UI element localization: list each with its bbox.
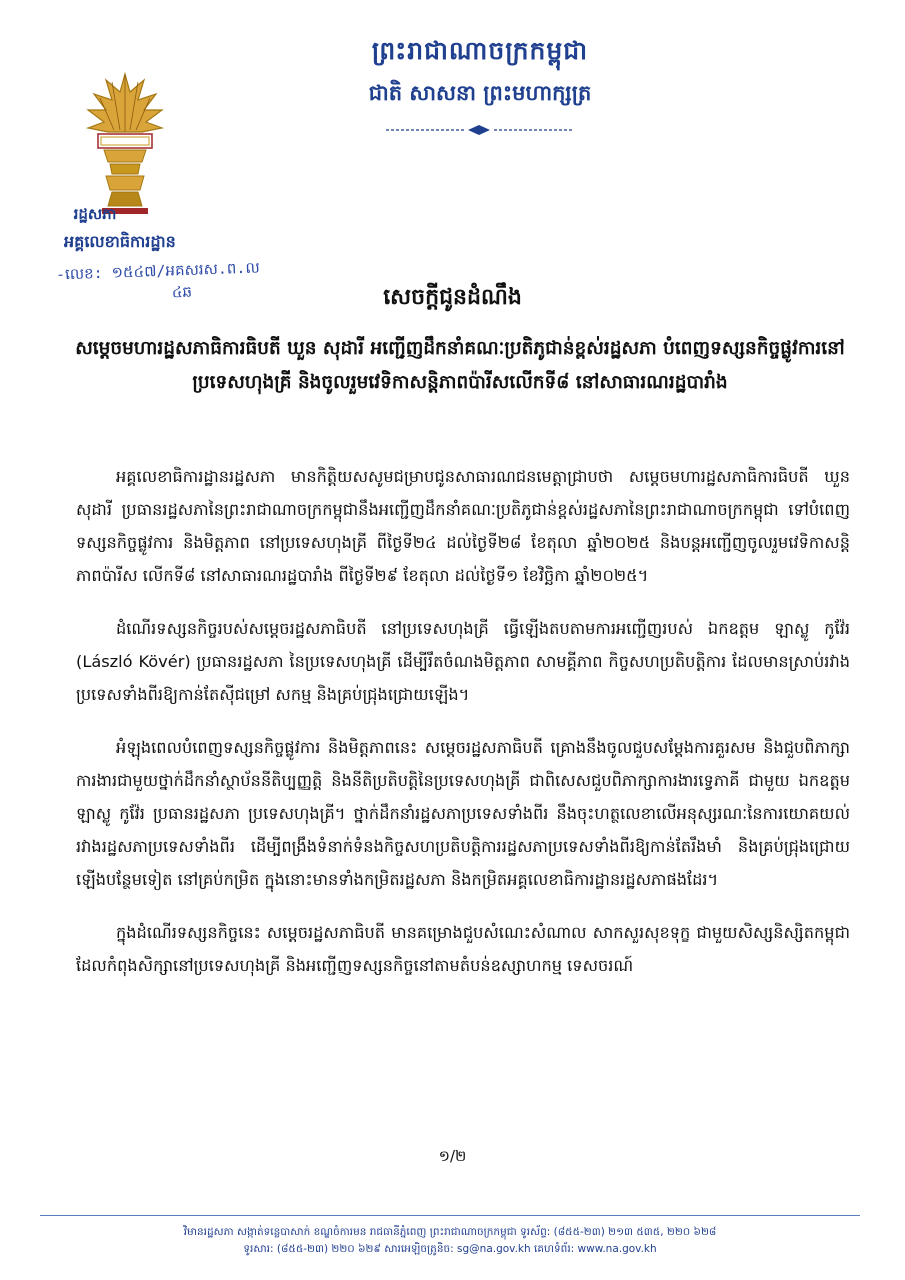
footer-address: វិមានរដ្ឋសភា សង្កាត់ទន្លេបាសាក់ ខណ្ឌចំការមន រាជធានីភ្នំពេញ ព្រះរាជាណាចក្រកម្ពុជា ទូរស័ព្ទ: (៨៥៥-២៣) ២១៣ ៥៣៥, ២២០ ៦២៨ xyxy=(183,1226,717,1238)
reference-number: -លេខ: ១៥៤៧/អគសរស.ព.ល xyxy=(55,258,261,284)
paragraph: អំឡុងពេលបំពេញទស្សនកិច្ចផ្លូវការ និងមិត្តភាពនេះ សម្ដេចរដ្ឋសភាធិបតី គ្រោងនឹងចូលជួបសម្ដែងការគួរសម និងជួបពិភាក្សាការងារជាមួយថ្នាក់ដឹកនាំស្ថាប័ននីតិប្បញ្ញត្តិ និងនីតិប្រតិបត្តិនៃប្រទេសហុងគ្រី ជាពិសេសជួបពិភាក្សាការងារទ្វេភាគី ជាមួយ ឯកឧត្ដម ឡាស្លូ កូវ៉ែរ ប្រធានរដ្ឋសភា ប្រទេសហុងគ្រី។ ថ្នាក់ដឹកនាំរដ្ឋសភាប្រទេសទាំងពីរ នឹងចុះហត្ថលេខាលើអនុស្សរណៈនៃការយោគយល់រវាងរដ្ឋសភាប្រទេសទាំងពីរ ដើម្បីពង្រឹងទំនាក់ទំនងកិច្ចសហប្រតិបត្តិការរដ្ឋសភាប្រទេសទាំងពីរឱ្យកាន់តែរឹងមាំ និងគ្រប់ជ្រុងជ្រោយឡើងបន្ថែមទៀត នៅគ្រប់កម្រិត ក្នុងនោះមានទាំងកម្រិតរដ្ឋសភា និងកម្រិតអគ្គលេខាធិការដ្ឋានរដ្ឋសភាផងដែរ។ xyxy=(76,738,850,889)
document-title: សេចក្ដីជូនដំណឹង xyxy=(383,284,522,310)
ornament-divider xyxy=(384,124,574,136)
document-headline: សម្ដេចមហារដ្ឋសភាធិការធិបតី ឃួន សុដារី អញ្ជើញដឹកនាំគណៈប្រតិភូជាន់ខ្ពស់រដ្ឋសភា បំពេញទស្សនកិច្ចផ្លូវការនៅប្រទេសហុងគ្រី និងចូលរួមវេទិកាសន្តិភាពប៉ារីសលើកទី៨ នៅសាធារណរដ្ឋបារាំង xyxy=(75,338,845,393)
paragraph: ដំណើរទស្សនកិច្ចរបស់សម្ដេចរដ្ឋសភាធិបតី នៅប្រទេសហុងគ្រី ធ្វើឡើងតបតាមការអញ្ជើញរបស់ ឯកឧត្ដម ឡាស្លូ កូវ៉ែរ (László Kövér) ប្រធានរដ្ឋសភា នៃប្រទេសហុងគ្រី ដើម្បីរឹតចំណងមិត្តភាព សាមគ្គីភាព កិច្ចសហប្រតិបត្តិការ ដែលមានស្រាប់រវាងប្រទេសទាំងពីរឱ្យកាន់តែស៊ីជម្រៅ សកម្ម និងគ្រប់ជ្រុងជ្រោយឡើង។ xyxy=(76,619,850,704)
paragraph: អគ្គលេខាធិការដ្ឋានរដ្ឋសភា មានកិត្តិយសសូមជម្រាបជូនសាធារណជនមេត្តាជ្រាបថា សម្ដេចមហារដ្ឋសភាធិការធិបតី ឃួន សុដារី ប្រធានរដ្ឋសភានៃព្រះរាជាណាចក្រកម្ពុជានឹងអញ្ជើញដឹកនាំគណៈប្រតិភូជាន់ខ្ពស់រដ្ឋសភានៃព្រះរាជាណាចក្រកម្ពុជា ទៅបំពេញទស្សនកិច្ចផ្លូវការ និងមិត្តភាព នៅប្រទេសហុងគ្រី ពីថ្ងៃទី២៤ ដល់ថ្ងៃទី២៨ ខែតុលា ឆ្នាំ២០២៥ និងបន្តអញ្ជើញចូលរួមវេទិកាសន្តិភាពប៉ារីស លើកទី៨ នៅសាធារណរដ្ឋបារាំង ពីថ្ងៃទី២៩ ខែតុលា ដល់ថ្ងៃទី១ ខែវិច្ឆិកា ឆ្នាំ២០២៥។ xyxy=(76,467,850,585)
footer-contact: ទូរសារ: (៨៥៥-២៣) ២២០ ៦២៩ សារអេឡិចត្រូនិច: sg@na.gov.kh គេហទំព័រ: www.na.gov.kh xyxy=(243,1243,657,1255)
issuing-office xyxy=(64,205,264,255)
page-number: ១/២ xyxy=(438,1147,467,1165)
footer xyxy=(40,1224,860,1258)
paragraph: ក្នុងដំណើរទស្សនកិច្ចនេះ សម្ដេចរដ្ឋសភាធិបតី មានគម្រោងជួបសំណេះសំណាល សាកសួរសុខទុក្ខ ជាមួយសិស្សនិស្សិតកម្ពុជា ដែលកំពុងសិក្សានៅប្រទេសហុងគ្រី និងអញ្ជើញទស្សនកិច្ចនៅតាមតំបន់ឧស្សាហកម្ម ទេសចរណ៍ xyxy=(76,923,850,975)
footer-divider xyxy=(40,1215,860,1216)
reference-note: ៤ឆ xyxy=(171,282,193,302)
national-motto: ជាតិ សាសនា ព្រះមហាក្សត្រ xyxy=(368,80,592,105)
department-name: អគ្គលេខាធិការដ្ឋាន xyxy=(64,232,176,251)
kingdom-title: ព្រះរាជាណាចក្រកម្ពុជា xyxy=(371,36,589,65)
national-assembly-emblem xyxy=(82,70,168,220)
org-name: រដ្ឋសភា xyxy=(73,205,117,223)
document-body xyxy=(76,460,850,1002)
letterhead xyxy=(300,36,660,111)
